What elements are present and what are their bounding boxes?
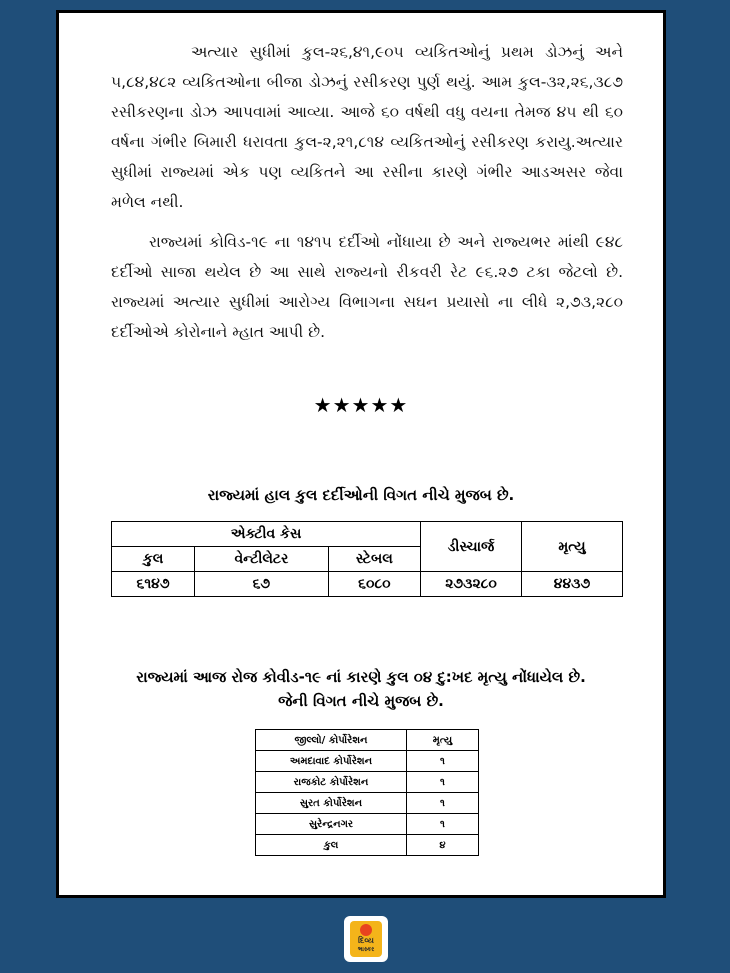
discharge-header: ડીસ્ચાર્જ bbox=[421, 522, 522, 572]
sun-icon bbox=[360, 924, 372, 936]
paragraph-vaccination: અત્યાર સુધીમાં કુલ-૨૬,૪૧,૯૦૫ વ્યકિતઓનું પ્રથમ ડોઝનું અને ૫,૮૪,૪૮૨ વ્યકિતઓના બીજા ડોઝનું રસીકરણ પુર્ણ થયું. આમ કુલ-૩૨,૨૬,૩૮૭ રસીકરણના ડોઝ આપવામાં આવ્યા. આજે ૬૦ વર્ષથી વધુ વયના તેમજ ૪૫ થી ૬૦ વર્ષના ગંભીર બિમારી ધરાવતા કુલ-૨,૨૧,૮૧૪ વ્યકિતઓનું રસીકરણ કરાયુ.અત્યાર સુધીમાં રાજ્યમાં એક પણ વ્યકિતને આ રસીના કારણે ગંભીર આડઅસર જેવા મળેલ નથી. bbox=[111, 43, 623, 211]
district-name: અમદાવાદ કોર્પોરેશન bbox=[256, 751, 407, 772]
total-value: ૬૧૪૭ bbox=[112, 572, 195, 597]
table-row bbox=[112, 572, 623, 597]
district-name: રાજકોટ કોર્પોરેશન bbox=[256, 772, 407, 793]
document-page bbox=[56, 10, 666, 898]
active-cases-header: એક્ટીવ કેસ bbox=[112, 522, 421, 547]
table-row bbox=[256, 751, 479, 772]
total-header: કુલ bbox=[112, 547, 195, 572]
district-name: કુલ bbox=[256, 835, 407, 856]
deaths-heading-line1: રાજ્યમાં આજ રોજ કોવીડ-૧૯ નાં કારણે કુલ ૦૪ દુ:ખદ મૃત્યુ નોંધાયેલ છે. bbox=[136, 668, 586, 686]
table-row bbox=[256, 793, 479, 814]
patients-table bbox=[111, 521, 623, 597]
divya-bhaskar-logo bbox=[344, 916, 388, 962]
district-deaths: ૧ bbox=[407, 814, 479, 835]
star-separator: ★★★★★ bbox=[313, 393, 409, 417]
death-header: મૃત્યુ bbox=[522, 522, 623, 572]
deaths-heading-line2: જેની વિગત નીચે મુજબ છે. bbox=[278, 692, 444, 710]
discharge-value: ૨૭૩૨૮૦ bbox=[421, 572, 522, 597]
district-name: સુરેન્દ્રનગર bbox=[256, 814, 407, 835]
district-header: જીલ્લો/ કોર્પોરેશન bbox=[256, 730, 407, 751]
district-name: સુરત કોર્પોરેશન bbox=[256, 793, 407, 814]
district-deaths: ૧ bbox=[407, 751, 479, 772]
paragraph-covid-cases: રાજ્યમાં કોવિડ-૧૯ ના ૧૪૧૫ દર્દીઓ નોંધાયા છે અને રાજ્યભર માંથી ૯૪૮ દર્દીઓ સાજા થયેલ છે આ સાથે રાજ્યનો રીકવરી રેટ ૯૬.૨૭ ટકા જેટલો છે. રાજ્યમાં અત્યાર સુધીમાં આરોગ્ય વિભાગના સઘન પ્રયાસો ના લીધે ૨,૭૩,૨૮૦ દર્દીઓએ કોરોનાને મ્હાત આપી છે. bbox=[111, 233, 623, 341]
table-row bbox=[256, 730, 479, 751]
district-deaths: ૧ bbox=[407, 772, 479, 793]
stable-header: સ્ટેબલ bbox=[328, 547, 420, 572]
logo-text-line2: ભાસ્કર bbox=[357, 946, 375, 953]
deaths-table bbox=[255, 729, 479, 856]
table-row bbox=[112, 522, 623, 547]
ventilator-header: વેન્ટીલેટર bbox=[195, 547, 329, 572]
district-deaths: ૪ bbox=[407, 835, 479, 856]
district-deaths: ૧ bbox=[407, 793, 479, 814]
deaths-heading bbox=[59, 665, 663, 713]
table-row bbox=[256, 814, 479, 835]
patients-table-heading: રાજ્યમાં હાલ કુલ દર્દીઓની વિગત નીચે મુજબ છે. bbox=[207, 486, 515, 504]
logo-text-line1: દિવ્ય bbox=[358, 936, 374, 945]
table-row bbox=[256, 835, 479, 856]
stable-value: ૬૦૮૦ bbox=[328, 572, 420, 597]
death-value: ૪૪૩૭ bbox=[522, 572, 623, 597]
logo-badge bbox=[350, 921, 382, 957]
deaths-header: મૃત્યુ bbox=[407, 730, 479, 751]
table-row bbox=[256, 772, 479, 793]
ventilator-value: ૬૭ bbox=[195, 572, 329, 597]
